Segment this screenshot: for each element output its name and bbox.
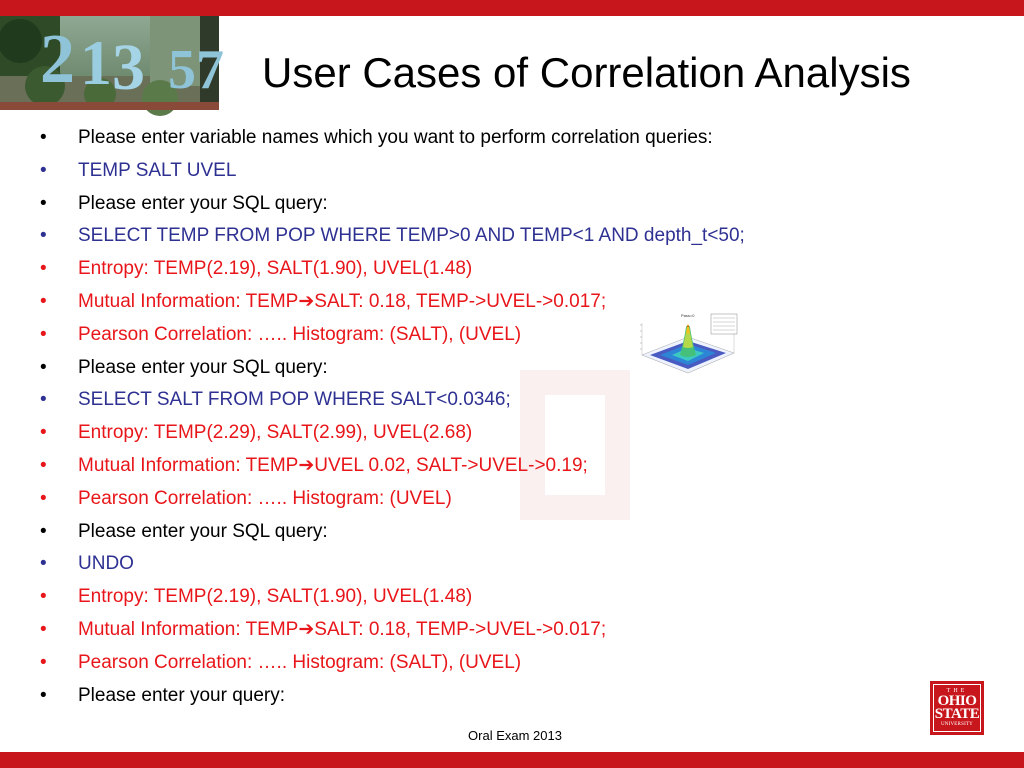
bullet-text: Pearson Correlation: ….. Histogram: (SALT), (UVEL) xyxy=(78,323,522,345)
logo-line: STATE xyxy=(934,706,980,722)
bullet-dot-icon: • xyxy=(40,356,47,378)
bullet-text: Please enter variable names which you want to perform correlation queries: xyxy=(78,127,713,148)
bullet-text: Entropy: TEMP(2.19), SALT(1.90), UVEL(1.48) xyxy=(78,258,473,280)
bullet-text: SELECT TEMP FROM POP WHERE TEMP>0 AND TEMP<1 AND depth_t<50; xyxy=(78,225,745,247)
bullet-dot-icon: • xyxy=(40,684,47,706)
header-digit: 7 xyxy=(196,39,224,101)
footer-text: Oral Exam 2013 xyxy=(468,728,562,743)
bullet-dot-icon: • xyxy=(40,389,47,411)
header-digit: 1 xyxy=(80,27,112,98)
bullet-dot-icon: • xyxy=(40,225,47,247)
bullet-text: Please enter your SQL query: xyxy=(78,192,328,214)
bullet-dot-icon: • xyxy=(40,651,47,673)
bullet-text: Entropy: TEMP(2.29), SALT(2.99), UVEL(2.68) xyxy=(78,422,473,444)
bullet-text: Mutual Information: TEMP➔SALT: 0.18, TEMP->UVEL->0.017; xyxy=(78,290,607,312)
ohio-state-watermark xyxy=(500,360,650,530)
bullet-dot-icon: • xyxy=(40,258,47,280)
header-digit: 3 xyxy=(112,31,145,104)
top-red-bar xyxy=(0,0,1024,16)
bullet-text: Mutual Information: TEMP➔SALT: 0.18, TEMP->UVEL->0.017; xyxy=(78,618,607,640)
bullet-dot-icon: • xyxy=(40,520,47,542)
logo-line: THE xyxy=(946,688,968,694)
histogram-3d-plot xyxy=(636,311,740,383)
bullet-dot-icon: • xyxy=(40,192,47,214)
bullet-dot-icon: • xyxy=(40,422,47,444)
header-digit: 5 xyxy=(168,39,196,101)
slide-title: User Cases of Correlation Analysis xyxy=(262,49,911,96)
bullet-text: UNDO xyxy=(78,553,134,575)
bullet-text: TEMP SALT UVEL xyxy=(78,159,237,181)
bullet-dot-icon: • xyxy=(40,586,47,608)
header-photo-2-1-3-5-7 xyxy=(0,16,224,110)
bullet-text: Pearson Correlation: ….. Histogram: (UVEL) xyxy=(78,487,452,509)
bullet-dot-icon: • xyxy=(40,454,47,476)
bullet-dot-icon: • xyxy=(40,159,47,181)
bullet-text: Pearson Correlation: ….. Histogram: (SALT), (UVEL) xyxy=(78,651,522,673)
logo-line: OHIO xyxy=(937,693,977,709)
bottom-red-bar xyxy=(0,752,1024,768)
bullet-dot-icon: • xyxy=(40,323,47,345)
bullet-text: Mutual Information: TEMP➔UVEL 0.02, SALT->UVEL->0.19; xyxy=(78,454,588,476)
bullet-text: SELECT SALT FROM POP WHERE SALT<0.0346; xyxy=(78,389,511,411)
header-digit: 2 xyxy=(40,21,75,98)
bullet-text: Entropy: TEMP(2.19), SALT(1.90), UVEL(1.48) xyxy=(78,586,473,608)
bullet-text: Please enter your query: xyxy=(78,684,286,706)
bullet-dot-icon: • xyxy=(40,618,47,640)
bullet-dot-icon: • xyxy=(40,290,47,312)
svg-text:Pass=0: Pass=0 xyxy=(681,313,695,318)
bullet-dot-icon: • xyxy=(40,487,47,509)
bullet-text: Please enter your SQL query: xyxy=(78,356,328,378)
ohio-state-university-logo xyxy=(930,681,984,735)
bullet-dot-icon: • xyxy=(40,553,47,575)
bullet-text: Please enter your SQL query: xyxy=(78,520,328,542)
logo-line: UNIVERSITY xyxy=(941,722,973,727)
bullet-dot-icon: • xyxy=(40,127,47,148)
